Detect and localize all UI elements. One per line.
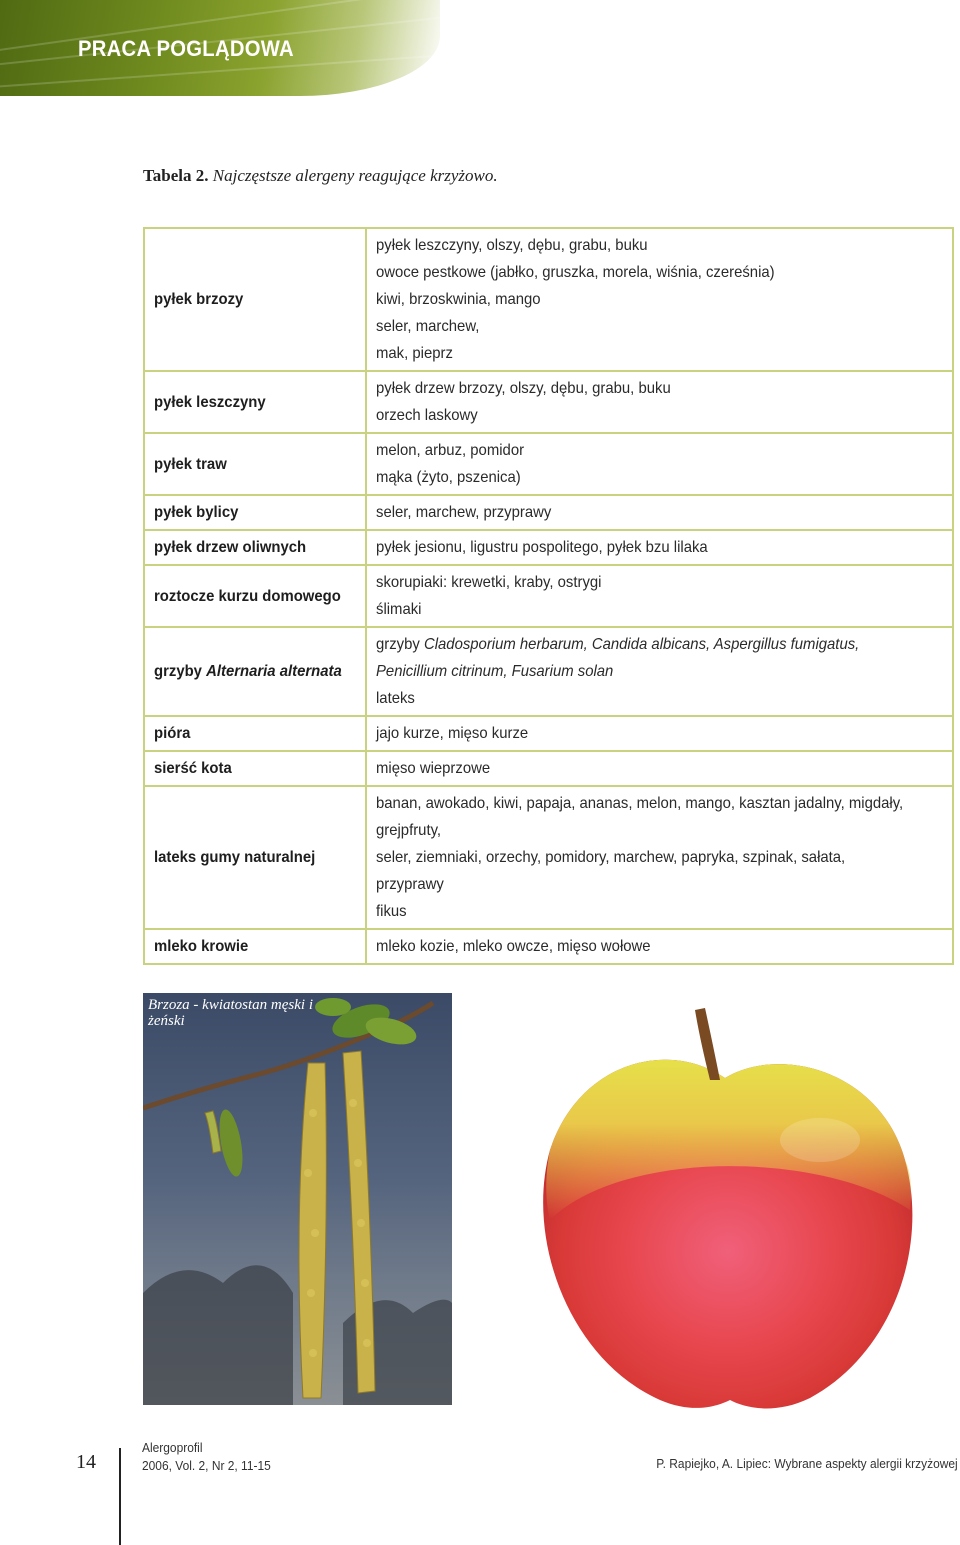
running-title: P. Rapiejko, A. Lipiec: Wybrane aspekty alergii krzyżowej <box>656 1456 958 1471</box>
table-row <box>144 228 953 371</box>
table-row <box>144 565 953 627</box>
cross-reactant-cell: pyłek jesionu, ligustru pospolitego, pyłek bzu lilaka <box>366 530 953 565</box>
journal-name: Alergoprofil <box>142 1440 203 1455</box>
footer-divider <box>119 1448 121 1545</box>
table-caption-label: Tabela 2. <box>143 166 209 185</box>
photo-caption: Brzoza - kwiatostan męski i żeński <box>148 997 313 1029</box>
allergen-cell: pióra <box>144 716 366 751</box>
table-row <box>144 751 953 786</box>
apple-illustration <box>520 1000 930 1420</box>
page-number: 14 <box>76 1451 96 1473</box>
allergen-cell: pyłek brzozy <box>144 228 366 371</box>
table-row <box>144 371 953 433</box>
cross-reactant-cell: grzyby Cladosporium herbarum, Candida albicans, Aspergillus fumigatus, Penicillium citrinum, Fusarium solan lateks <box>366 627 953 716</box>
allergen-cell: roztocze kurzu domowego <box>144 565 366 627</box>
cross-reactant-cell: skorupiaki: krewetki, kraby, ostrygi ślimaki <box>366 565 953 627</box>
table-row <box>144 433 953 495</box>
table-caption-text: Najczęstsze alergeny reagujące krzyżowo. <box>212 166 498 185</box>
allergen-cell: grzyby Alternaria alternata <box>144 627 366 716</box>
section-title: PRACA POGLĄDOWA <box>78 36 294 61</box>
table-row <box>144 530 953 565</box>
table-caption <box>143 166 498 186</box>
journal-issue: 2006, Vol. 2, Nr 2, 11-15 <box>142 1458 271 1473</box>
allergen-cell: pyłek leszczyny <box>144 371 366 433</box>
allergen-cell: mleko krowie <box>144 929 366 964</box>
birch-catkin-photo <box>143 993 452 1405</box>
allergen-cell: lateks gumy naturalnej <box>144 786 366 929</box>
table-row <box>144 929 953 964</box>
cross-reactant-cell: seler, marchew, przyprawy <box>366 495 953 530</box>
table-row <box>144 495 953 530</box>
cross-reactant-cell: pyłek leszczyny, olszy, dębu, grabu, buku owoce pestkowe (jabłko, gruszka, morela, wiśnia, czereśnia) kiwi, brzoskwinia, mango seler, marchew, mak, pieprz <box>366 228 953 371</box>
birch-illustration <box>143 993 452 1405</box>
table-row <box>144 786 953 929</box>
allergen-cell: sierść kota <box>144 751 366 786</box>
journal-info <box>142 1439 282 1475</box>
cross-reactant-cell: mleko kozie, mleko owcze, mięso wołowe <box>366 929 953 964</box>
cross-reactant-cell: jajo kurze, mięso kurze <box>366 716 953 751</box>
allergen-cell: pyłek bylicy <box>144 495 366 530</box>
cross-reactant-cell: melon, arbuz, pomidor mąka (żyto, pszenica) <box>366 433 953 495</box>
allergen-cell: pyłek drzew oliwnych <box>144 530 366 565</box>
header-banner <box>0 0 440 96</box>
cross-reactant-cell: pyłek drzew brzozy, olszy, dębu, grabu, buku orzech laskowy <box>366 371 953 433</box>
apple-photo <box>520 1000 930 1420</box>
cross-reactant-cell: banan, awokado, kiwi, papaja, ananas, melon, mango, kasztan jadalny, migdały, grejpfruty, seler, ziemniaki, orzechy, pomidory, marchew, papryka, szpinak, sałata, przyprawy fikus <box>366 786 953 929</box>
table-row <box>144 716 953 751</box>
allergen-cell: pyłek traw <box>144 433 366 495</box>
cross-reactant-cell: mięso wieprzowe <box>366 751 953 786</box>
cross-reactive-allergens-table <box>143 227 954 965</box>
table-row <box>144 627 953 716</box>
